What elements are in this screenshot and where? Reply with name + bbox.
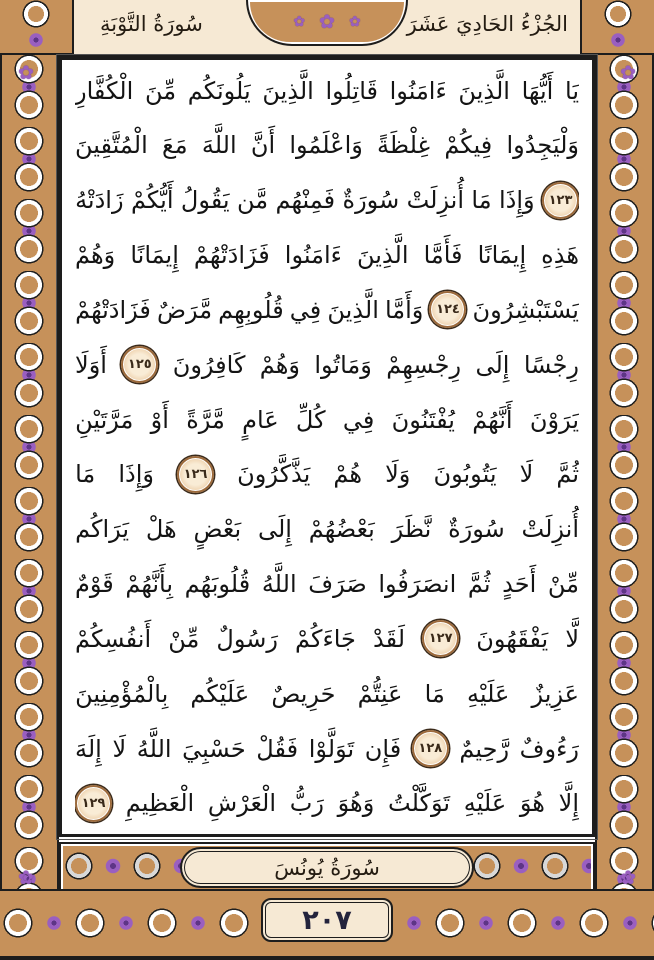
quran-word: إِلَى	[475, 350, 510, 379]
quran-word: كُلِّ	[295, 405, 326, 434]
quran-word: عَلَيْهِ	[466, 679, 510, 708]
quran-word: عَامٍ	[242, 405, 279, 434]
quran-line	[75, 448, 579, 501]
quran-word: عَزِيزٌ	[531, 679, 579, 708]
quran-word: سُورَةٌ	[448, 515, 505, 544]
quran-word: يَرَاكُم	[75, 515, 130, 544]
quran-word: وَإِذَا	[118, 460, 154, 489]
quran-word: ثُمَّ	[556, 460, 579, 489]
quran-word: مِّنَ	[144, 76, 177, 105]
quran-word: يَلُونَكُم	[187, 76, 251, 105]
flower-icon: ✿	[319, 10, 335, 33]
quran-line	[75, 558, 579, 611]
flower-icon: ✿	[293, 14, 306, 30]
quran-word: بَعْضُهُمْ	[308, 515, 375, 544]
quran-word: مَا	[75, 460, 96, 489]
surah-name-label: سُورَةُ التَّوْبَةِ	[100, 12, 203, 36]
quran-word: جَاءَكُمْ	[295, 624, 356, 653]
quran-text-panel	[59, 57, 595, 837]
ayah-end-medallion: ١٢٨	[412, 730, 449, 767]
quran-word: مَرَّتَيْنِ	[75, 405, 134, 434]
ayah-end-medallion: ١٢٩	[75, 785, 112, 822]
quran-word: أَوَلَا	[75, 350, 107, 379]
quran-word: فَأَمَّا	[423, 241, 463, 270]
quran-line	[75, 667, 579, 720]
quran-line	[75, 283, 579, 336]
quran-word: وَاعْلَمُوا	[289, 131, 363, 160]
quran-word: مِّنْ	[168, 624, 200, 653]
quran-word: هَذِهِ	[541, 241, 579, 270]
quran-line	[75, 612, 579, 665]
quran-word: زَادَتْهُ	[75, 186, 124, 215]
ayah-end-medallion: ١٢٧	[422, 620, 459, 657]
quran-line	[75, 338, 579, 391]
quran-word: مَعَ	[161, 131, 188, 160]
quran-word: تَوَلَّوْا	[308, 734, 355, 763]
quran-word: كَافِرُونَ	[172, 350, 246, 379]
quran-word: وَهُمْ	[259, 350, 300, 379]
quran-word: أَيُّهَا	[521, 76, 554, 105]
quran-word: وَمَاتُوا	[314, 350, 372, 379]
quran-word: فِي	[342, 405, 375, 434]
ayah-end-medallion: ١٢٣	[542, 182, 579, 219]
page-number-tablet	[261, 898, 393, 942]
quran-word: ءَامَنُوا	[284, 241, 342, 270]
quran-line	[75, 777, 579, 830]
quran-word: هُوَ	[519, 789, 545, 818]
quran-word: أَوْ	[150, 405, 169, 434]
quran-word: الْمُتَّقِينَ	[75, 131, 148, 160]
flower-icon: ✿	[348, 14, 361, 30]
quran-word: إِلَى	[257, 515, 292, 544]
quran-word: سُورَةٌ	[342, 186, 400, 215]
quran-word: الَّذِينَ	[356, 241, 409, 270]
quran-word: الْعَظِيمِ	[125, 789, 195, 818]
ayah-end-medallion: ١٢٥	[121, 346, 158, 383]
quran-word: مَا	[471, 186, 492, 215]
quran-word: يَا	[565, 76, 579, 105]
quran-word: وَهُوَ	[337, 789, 375, 818]
flower-icon: ✿	[620, 867, 636, 889]
quran-word: حَسْبِيَ	[182, 734, 246, 763]
quran-word: عَنِتُّمْ	[357, 679, 403, 708]
quran-word: ءَامَنُوا	[389, 76, 447, 105]
page-content	[59, 57, 595, 893]
quran-word: أَنَّ	[250, 131, 276, 160]
quran-line	[75, 722, 579, 775]
quran-word: الْكُفَّارِ	[75, 76, 134, 105]
next-surah-label: سُورَةُ يُونُسَ	[274, 855, 380, 880]
quran-word: مَّرَضٌ	[156, 295, 213, 324]
quran-word: رَبُّ	[289, 789, 324, 818]
header-band	[0, 0, 654, 57]
quran-word: أَحَدٍ	[502, 570, 537, 599]
right-ornamental-border	[595, 55, 654, 895]
quran-word: أَنفُسِكُمْ	[75, 624, 152, 653]
quran-word: وَأَمَّا	[384, 295, 424, 324]
quran-word: رَسُولٌ	[216, 624, 278, 653]
banner-cartouche	[180, 847, 474, 888]
quran-word: هُمْ	[333, 460, 363, 489]
quran-line	[75, 174, 579, 227]
quran-word: فِي	[289, 295, 322, 324]
quran-word: يَسْتَبْشِرُونَ	[472, 295, 579, 324]
quran-word: عَلَيْهِ	[463, 789, 507, 818]
quran-line	[75, 393, 579, 446]
quran-word: الَّذِينَ	[458, 76, 510, 105]
quran-word: اللَّهُ	[261, 570, 297, 599]
quran-line	[75, 503, 579, 556]
top-center-ornament	[246, 0, 408, 46]
quran-word: مَا	[424, 679, 445, 708]
quran-word: وَلْيَجِدُوا	[506, 131, 579, 160]
quran-word: يَرَوْنَ	[529, 405, 579, 434]
quran-word: أَيُّكُمْ	[130, 186, 174, 215]
quran-word: قَوْمٌ	[75, 570, 114, 599]
flower-icon: ✿	[620, 62, 636, 84]
quran-word: فَإِن	[364, 734, 402, 763]
quran-word: يَذَّكَّرُونَ	[237, 460, 311, 489]
quran-lines	[75, 64, 579, 830]
quran-word: لَا	[519, 460, 534, 489]
quran-word: إِيمَانًا	[130, 241, 179, 270]
top-right-corner-ornament	[580, 0, 654, 55]
quran-line	[75, 64, 579, 117]
quran-word: ثُمَّ	[467, 570, 491, 599]
quran-word: رَّحِيمٌ	[459, 734, 510, 763]
quran-word: قَاتِلُوا	[325, 76, 378, 105]
quran-word: لَّا	[565, 624, 579, 653]
page-number: ٢٠٧	[302, 904, 352, 936]
quran-line	[75, 119, 579, 172]
quran-word: اللَّهَ	[201, 131, 237, 160]
quran-word: يَتُوبُونَ	[433, 460, 497, 489]
quran-word: مِّنْ	[547, 570, 579, 599]
quran-word: لَقَدْ	[372, 624, 406, 653]
quran-word: انصَرَفُوا	[378, 570, 457, 599]
quran-word: وَلَا	[385, 460, 411, 489]
quran-word: الَّذِينَ	[327, 295, 379, 324]
quran-word: اللَّهُ	[136, 734, 172, 763]
next-surah-banner	[59, 842, 595, 893]
quran-word: أَنَّهُمْ	[472, 405, 513, 434]
quran-word: وَإِذَا	[498, 186, 535, 215]
quran-word: فَمِنْهُم	[275, 186, 336, 215]
quran-word: مَّن	[236, 186, 269, 215]
quran-word: بِالْمُؤْمِنِينَ	[75, 679, 169, 708]
quran-word: أُنزِلَتْ	[521, 515, 579, 544]
quran-word: الَّذِينَ	[262, 76, 314, 105]
bottom-ornamental-border	[0, 889, 654, 960]
quran-word: يَقُولُ	[180, 186, 230, 215]
left-ornamental-border	[0, 55, 59, 895]
quran-word: يُفْتَنُونَ	[391, 405, 455, 434]
quran-word: أُنزِلَتْ	[406, 186, 465, 215]
quran-word: بَعْضٍ	[193, 515, 242, 544]
flower-icon: ✿	[18, 62, 34, 84]
top-left-corner-ornament	[0, 0, 74, 55]
quran-word: يَفْقَهُونَ	[476, 624, 549, 653]
quran-word: رِجْسًا	[523, 350, 579, 379]
quran-word: هَلْ	[145, 515, 177, 544]
quran-word: فَقُلْ	[256, 734, 299, 763]
quran-word: فَزَادَتْهُمْ	[193, 241, 270, 270]
ayah-end-medallion: ١٢٦	[177, 456, 214, 493]
quran-word: إِيمَانًا	[477, 241, 527, 270]
quran-word: غِلْظَةً	[377, 131, 431, 160]
quran-word: رِجْسِهِمْ	[386, 350, 462, 379]
quran-word: عَلَيْكُم	[190, 679, 250, 708]
ayah-end-medallion: ١٢٤	[429, 291, 466, 328]
quran-word: تَوَكَّلْتُ	[388, 789, 451, 818]
quran-word: فِيكُمْ	[444, 131, 493, 160]
quran-word: الْعَرْشِ	[207, 789, 277, 818]
quran-word: بِأَنَّهُمْ	[125, 570, 174, 599]
quran-word: وَهُمْ	[75, 241, 116, 270]
quran-word: رَءُوفٌ	[519, 734, 579, 763]
quran-word: قُلُوبِهِم	[218, 295, 284, 324]
quran-word: صَرَفَ	[308, 570, 367, 599]
quran-word: لَا	[112, 734, 127, 763]
quran-word: نَّظَرَ	[391, 515, 432, 544]
quran-word: إِلَهَ	[75, 734, 102, 763]
quran-line	[75, 229, 579, 282]
quran-word: فَزَادَتْهُمْ	[75, 295, 151, 324]
quran-word: حَرِيصٌ	[271, 679, 336, 708]
quran-word: قُلُوبَهُم	[184, 570, 251, 599]
quran-word: إِلَّا	[558, 789, 579, 818]
juz-label: الجُزْءُ الحَادِيَ عَشَرَ	[406, 12, 568, 36]
flower-icon: ✿	[18, 867, 34, 889]
quran-word: مَّرَّةً	[186, 405, 225, 434]
